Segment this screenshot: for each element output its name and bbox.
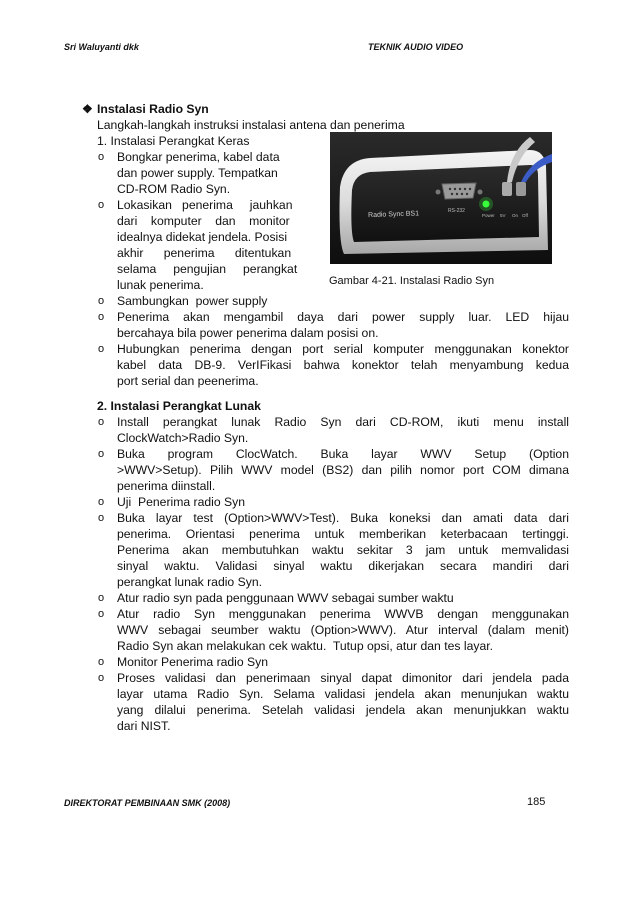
power-jack-icon (502, 182, 512, 196)
led-label-on: On (512, 213, 519, 218)
part1-b2-line5: selama pengujian perangkat (117, 262, 298, 276)
part2-b3-line1: Uji Penerima radio Syn (117, 495, 246, 509)
intro-text: Langkah-langkah instruksi instalasi antena dan penerima (97, 118, 405, 132)
part1-b2-line2: dari komputer dan monitor (117, 214, 290, 228)
part2-heading: 2. Instalasi Perangkat Lunak (97, 399, 261, 413)
circle-bullet-icon: o (98, 151, 105, 163)
part1-b4-line1: Penerima akan mengambil daya dari power supply luar. LED hijau (117, 310, 569, 324)
header-book-title: TEKNIK AUDIO VIDEO (368, 42, 464, 52)
part2-b6-line3: Radio Syn akan melakukan cek waktu. Tutup opsi, atur dan tes layar. (117, 639, 493, 653)
part1-b2-line3: idealnya didekat jendela. Posisi (117, 230, 288, 244)
part2-b5-line1: Atur radio syn pada penggunaan WWV sebagai sumber waktu (117, 591, 454, 605)
circle-bullet-icon: o (98, 295, 105, 307)
circle-bullet-icon: o (98, 199, 105, 211)
part1-b3-line1: Sambungkan power supply (117, 294, 268, 308)
circle-bullet-icon: o (98, 311, 105, 323)
db9-port-icon (442, 183, 476, 199)
part2-b4-line3: Penerima akan membutuhkan waktu sekitar 3 jam untuk memvalidasi (117, 543, 569, 557)
circle-bullet-icon: o (98, 512, 105, 524)
radio-sync-device-photo (330, 132, 552, 264)
part1-b1-line3: CD-ROM Radio Syn. (117, 182, 231, 196)
circle-bullet-icon: o (98, 496, 105, 508)
header-author: Sri Waluyanti dkk (64, 42, 139, 52)
part2-b7-line1: Monitor Penerima radio Syn (117, 655, 269, 669)
part1-b5-line3: port serial dan peenerima. (117, 374, 259, 388)
part1-b5-line2: kabel data DB-9. VerIFikasi bahwa konektor telah menyambung kedua (117, 358, 569, 372)
part2-b8-line3: yang dilalui penerima. Setelah validasi jendela akan menunjukkan waktu (117, 703, 569, 717)
part1-b1-line2: dan power supply. Tempatkan (117, 166, 278, 180)
part1-b5-line1: Hubungkan penerima dengan port serial komputer menggunakan konektor (117, 342, 569, 356)
circle-bullet-icon: o (98, 448, 105, 460)
diamond-bullet-icon: ❖ (82, 102, 93, 116)
part1-heading: 1. Instalasi Perangkat Keras (97, 134, 250, 148)
part2-b6-line1: Atur radio Syn menggunakan penerima WWVB dengan menggunakan (117, 607, 569, 621)
circle-bullet-icon: o (98, 656, 105, 668)
part1-b2-line4: akhir penerima ditentukan (117, 246, 292, 260)
part2-b4-line4: sinyal waktu. Validasi sinyal waktu dikerjakan secara mandiri dari (117, 559, 569, 573)
circle-bullet-icon: o (98, 592, 105, 604)
section-title: Instalasi Radio Syn (97, 102, 209, 116)
led-label-5v: 5V (500, 213, 506, 218)
part2-b8-line2: layar utama Radio Syn. Selama validasi jendela akan menunjukan waktu (117, 687, 569, 701)
device-label: Radio Sync BS1 (367, 210, 420, 220)
led-label-off: Off (522, 213, 528, 218)
figure-caption: Gambar 4-21. Instalasi Radio Syn (329, 275, 495, 287)
part1-b2-line1: Lokasikan penerima jauhkan (117, 198, 293, 212)
part2-b1-line2: ClockWatch>Radio Syn. (117, 431, 249, 445)
circle-bullet-icon: o (98, 608, 105, 620)
part2-b8-line4: dari NIST. (117, 719, 171, 733)
footer-publisher: DIREKTORAT PEMBINAAN SMK (2008) (64, 798, 231, 808)
part2-b2-line3: penerima diinstall. (117, 479, 216, 493)
led-label-power: Power (482, 213, 495, 218)
part2-b1-line1: Install perangkat lunak Radio Syn dari CD-ROM, ikuti menu install (117, 415, 569, 429)
part2-b4-line5: perangkat lunak radio Syn. (117, 575, 262, 589)
page-number: 185 (527, 796, 546, 808)
part1-b2-line6: lunak penerima. (117, 278, 204, 292)
circle-bullet-icon: o (98, 343, 105, 355)
radio-sync-device-illustration (330, 132, 552, 264)
part1-b4-line2: bercahaya bila power penerima dalam posisi on. (117, 326, 379, 340)
part2-b4-line2: penerima. Orientasi penerima untuk memberikan keterbacaan tertinggi. (117, 527, 569, 541)
port-label: RS-232 (448, 208, 465, 214)
circle-bullet-icon: o (98, 416, 105, 428)
part2-b8-line1: Proses validasi dan penerimaan sinyal dapat dimonitor dari jendela pada (117, 671, 569, 685)
part2-b6-line2: WWV sebagai seumber waktu (Option>WWV). Atur interval (dalam menit) (117, 623, 569, 637)
part1-b1-line1: Bongkar penerima, kabel data (117, 150, 280, 164)
part2-b2-line2: >WWV>Setup). Pilih WWV model (BS2) dan pilih nomor port COM dimana (117, 463, 569, 477)
part2-b2-line1: Buka program ClocWatch. Buka layar WWV Setup (Option (117, 447, 569, 461)
circle-bullet-icon: o (98, 672, 105, 684)
part2-b4-line1: Buka layar test (Option>WWV>Test). Buka koneksi dan amati data dari (117, 511, 569, 525)
